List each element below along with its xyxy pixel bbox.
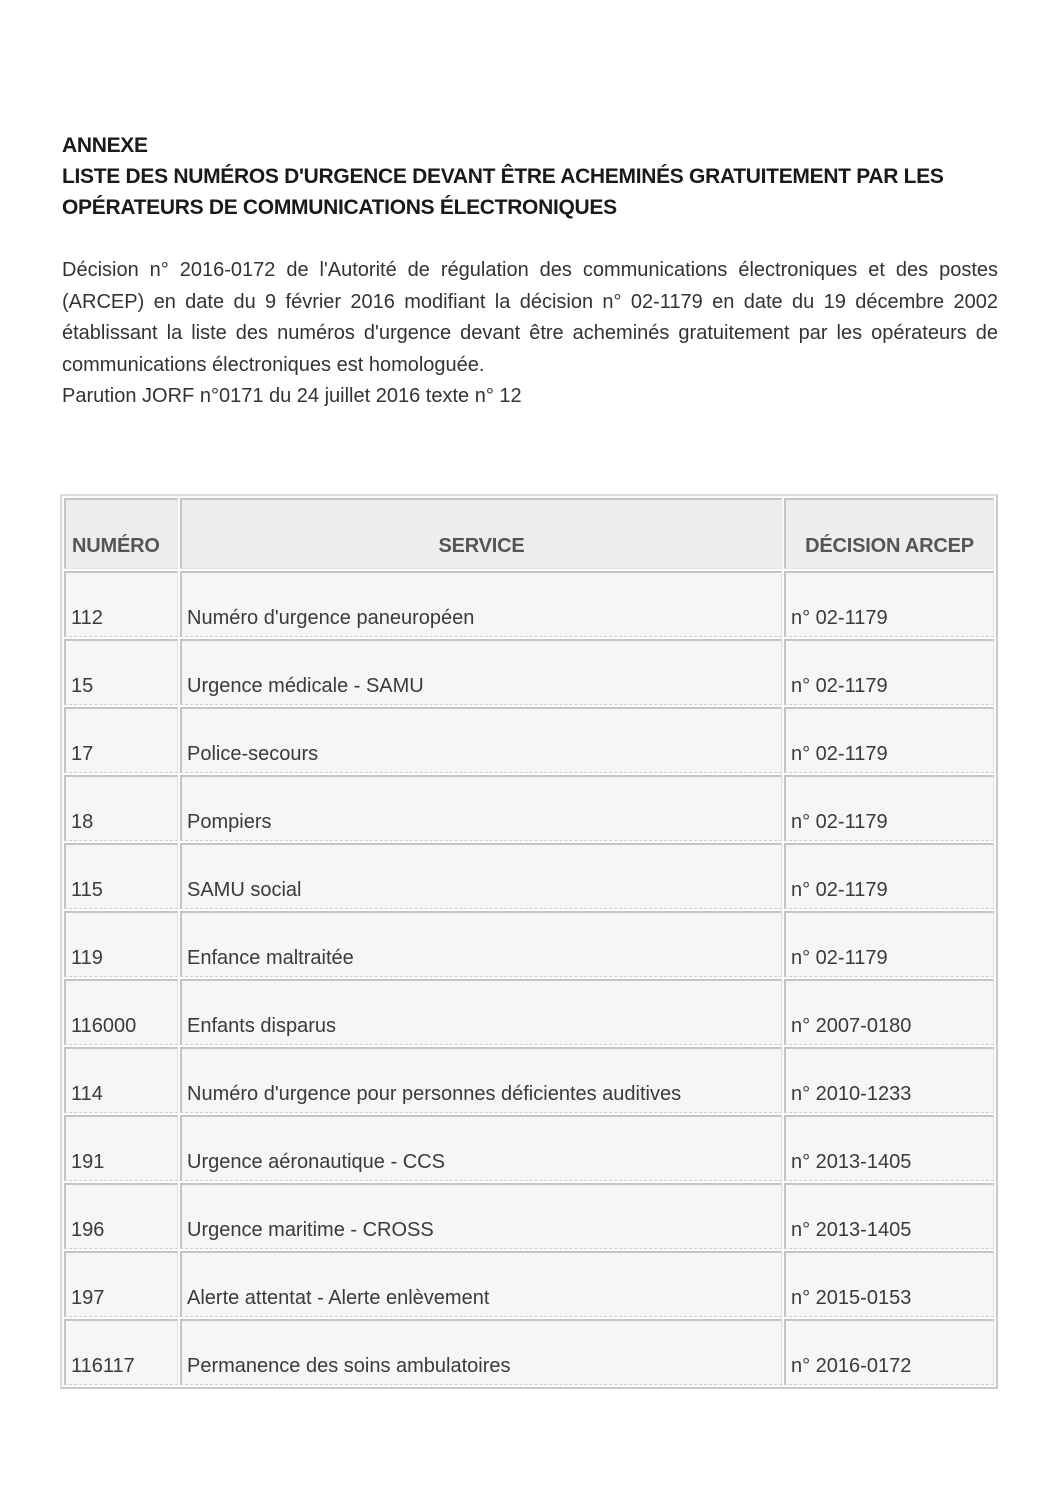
cell-decision: n° 2010-1233 <box>784 1047 994 1113</box>
cell-decision: n° 2013-1405 <box>784 1115 994 1181</box>
header-service: SERVICE <box>180 498 782 569</box>
cell-decision: n° 02-1179 <box>784 571 994 637</box>
cell-service: Urgence aéronautique - CCS <box>180 1115 782 1181</box>
cell-decision: n° 02-1179 <box>784 843 994 909</box>
table-row <box>64 1047 994 1113</box>
cell-numero: 112 <box>64 571 178 637</box>
cell-numero: 115 <box>64 843 178 909</box>
table-row <box>64 775 994 841</box>
cell-service: Pompiers <box>180 775 782 841</box>
cell-service: Numéro d'urgence pour personnes déficientes auditives <box>180 1047 782 1113</box>
cell-numero: 119 <box>64 911 178 977</box>
cell-decision: n° 02-1179 <box>784 775 994 841</box>
cell-numero: 196 <box>64 1183 178 1249</box>
page-heading <box>62 130 1002 223</box>
table-row <box>64 1319 994 1385</box>
cell-numero: 15 <box>64 639 178 705</box>
cell-service: Numéro d'urgence paneuropéen <box>180 571 782 637</box>
cell-service: Alerte attentat - Alerte enlèvement <box>180 1251 782 1317</box>
cell-numero: 18 <box>64 775 178 841</box>
decision-paragraph: Décision n° 2016-0172 de l'Autorité de régulation des communications électroniques et des postes (ARCEP) en date du 9 février 2016 modifiant la décision n° 02-1179 en date du 19 décembre 2002 établissant la liste des numéros d'urgence devant être acheminés gratuitement par les opérateurs de communications électroniques est homologuée. <box>62 259 998 376</box>
cell-service: Enfants disparus <box>180 979 782 1045</box>
list-title-line1: LISTE DES NUMÉROS D'URGENCE DEVANT ÊTRE ACHEMINÉS GRATUITEMENT PAR LES <box>62 165 944 188</box>
cell-numero: 197 <box>64 1251 178 1317</box>
cell-decision: n° 02-1179 <box>784 707 994 773</box>
cell-service: Urgence médicale - SAMU <box>180 639 782 705</box>
table-row <box>64 1183 994 1249</box>
table-row <box>64 1115 994 1181</box>
table-row <box>64 979 994 1045</box>
annex-title: ANNEXE <box>62 134 148 157</box>
cell-numero: 116117 <box>64 1319 178 1385</box>
cell-decision: n° 2016-0172 <box>784 1319 994 1385</box>
cell-decision: n° 2013-1405 <box>784 1183 994 1249</box>
table-row <box>64 707 994 773</box>
table-row <box>64 843 994 909</box>
cell-service: Police-secours <box>180 707 782 773</box>
emergency-numbers-table <box>60 494 998 1389</box>
header-decision: DÉCISION ARCEP <box>784 498 994 569</box>
cell-numero: 191 <box>64 1115 178 1181</box>
cell-service: Urgence maritime - CROSS <box>180 1183 782 1249</box>
table-row <box>64 1251 994 1317</box>
list-title-line2: OPÉRATEURS DE COMMUNICATIONS ÉLECTRONIQUES <box>62 196 617 219</box>
cell-decision: n° 2015-0153 <box>784 1251 994 1317</box>
cell-numero: 116000 <box>64 979 178 1045</box>
cell-service: Enfance maltraitée <box>180 911 782 977</box>
cell-decision: n° 02-1179 <box>784 911 994 977</box>
table-row <box>64 571 994 637</box>
table-header-row <box>64 498 994 569</box>
cell-numero: 114 <box>64 1047 178 1113</box>
table-row <box>64 639 994 705</box>
intro-text <box>62 255 998 413</box>
cell-decision: n° 2007-0180 <box>784 979 994 1045</box>
cell-service: Permanence des soins ambulatoires <box>180 1319 782 1385</box>
table-row <box>64 911 994 977</box>
cell-service: SAMU social <box>180 843 782 909</box>
cell-decision: n° 02-1179 <box>784 639 994 705</box>
publication-line: Parution JORF n°0171 du 24 juillet 2016 texte n° 12 <box>62 385 522 407</box>
header-numero: NUMÉRO <box>64 498 178 569</box>
cell-numero: 17 <box>64 707 178 773</box>
